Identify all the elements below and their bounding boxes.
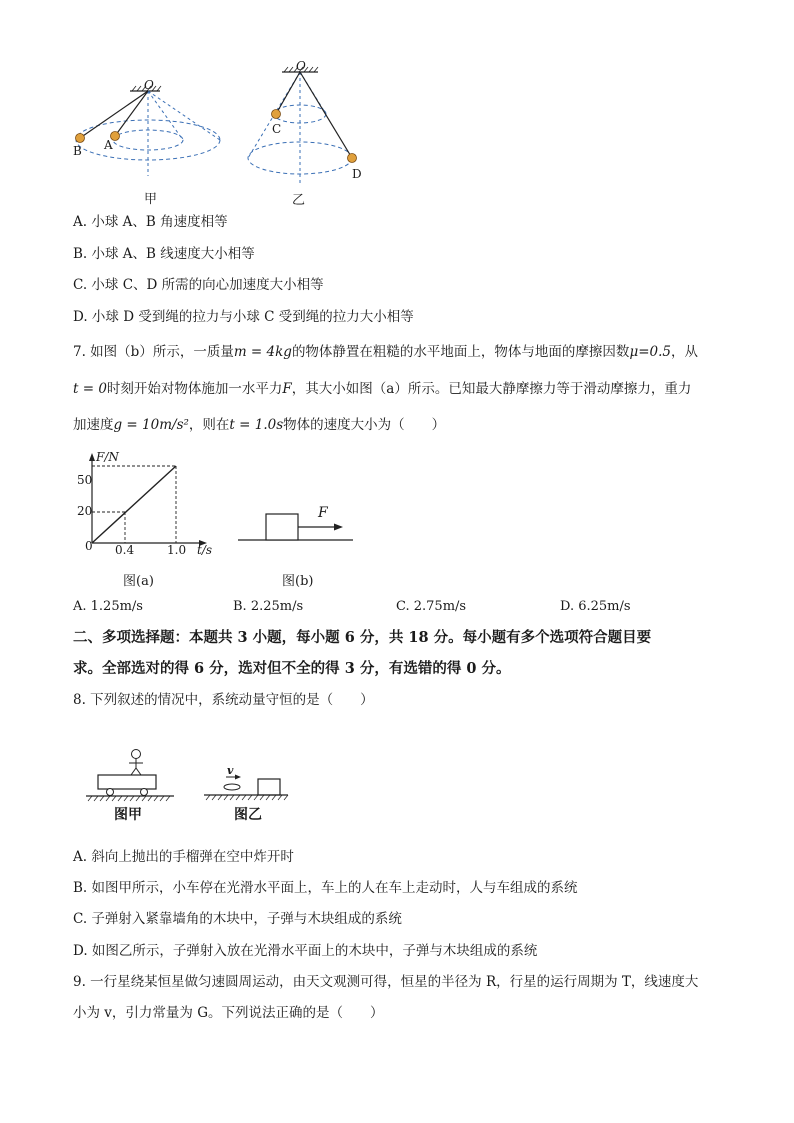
q6-option-b: B. 小球 A、B 线速度大小相等 — [73, 246, 255, 262]
caption-jia: 甲 — [144, 192, 158, 207]
label-b: B — [73, 144, 82, 158]
ball-d — [348, 154, 357, 163]
q8-stem: 8. 下列叙述的情况中，系统动量守恒的是（ ） — [73, 692, 374, 708]
q9-stem-line2: 小为 v，引力常量为 G。下列说法正确的是（ ） — [73, 1005, 384, 1021]
figure-q8-yi — [200, 765, 290, 805]
q8-fig-yi-caption: 图乙 — [234, 807, 262, 823]
ball-c — [272, 110, 281, 119]
q7-option-c: C. 2.75m/s — [396, 599, 467, 614]
q8-fig-jia-caption: 图甲 — [114, 807, 142, 823]
graph-a-ytick-20: 20 — [77, 504, 93, 518]
figure-conical-pendulums — [60, 58, 380, 208]
q6-option-c: C. 小球 C、D 所需的向心加速度大小相等 — [73, 277, 324, 293]
q7-stem-line1: 7. 如图（b）所示，一质量m = 4kg的物体静置在粗糙的水平地面上，物体与地面的摩擦因数μ=0.5，从 — [73, 344, 698, 360]
q8-option-c: C. 子弹射入紧靠墙角的木块中，子弹与木块组成的系统 — [73, 911, 402, 927]
graph-b-caption: 图(b) — [282, 574, 314, 589]
caption-yi: 乙 — [292, 193, 306, 208]
section2-line2: 求。全部选对的得 6 分，选对但不全的得 3 分，有选错的得 0 分。 — [73, 660, 511, 677]
label-d: D — [352, 167, 362, 181]
q6-option-d: D. 小球 D 受到绳的拉力与小球 C 受到绳的拉力大小相等 — [73, 309, 414, 325]
graph-a-origin: 0 — [85, 539, 93, 553]
wood-block — [258, 779, 280, 795]
q7-stem-line3: 加速度g = 10m/s²，则在t = 1.0s物体的速度大小为（ ） — [73, 417, 446, 433]
q8-option-d: D. 如图乙所示，子弹射入放在光滑水平面上的木块中，子弹与木块组成的系统 — [73, 943, 538, 959]
label-o-yi: O — [296, 59, 306, 73]
graph-b — [236, 500, 356, 545]
q9-stem-line1: 9. 一行星绕某恒星做匀速圆周运动，由天文观测可得，恒星的半径为 R，行星的运行周期为 T，线速度大 — [73, 974, 699, 990]
graph-a-xlabel: t/s — [197, 543, 213, 557]
q6-option-a: A. 小球 A、B 角速度相等 — [73, 214, 228, 230]
label-o-jia: O — [144, 78, 154, 92]
block — [266, 514, 298, 540]
label-c: C — [272, 122, 282, 136]
q7-stem-line2: t = 0时刻开始对物体施加一水平力F，其大小如图（a）所示。已知最大静摩擦力等于滑动摩擦力，重力 — [73, 381, 692, 397]
figure-jia — [76, 86, 221, 176]
q8-option-b: B. 如图甲所示，小车停在光滑水平面上，车上的人在车上走动时，人与车组成的系统 — [73, 880, 578, 896]
q7-option-d: D. 6.25m/s — [560, 599, 631, 614]
ball-b — [76, 134, 85, 143]
bullet — [224, 784, 240, 790]
figure-yi — [248, 67, 357, 186]
q7-option-b: B. 2.25m/s — [233, 599, 304, 614]
graph-a-ylabel: F/N — [96, 450, 119, 464]
q7-option-a: A. 1.25m/s — [73, 599, 143, 614]
graph-b-force-label: F — [318, 505, 328, 521]
q8-option-a: A. 斜向上抛出的手榴弹在空中炸开时 — [73, 849, 294, 865]
graph-a-xtick-10: 1.0 — [167, 543, 187, 557]
graph-a-caption: 图(a) — [123, 574, 154, 589]
figure-q8-jia — [84, 745, 176, 805]
graph-a — [70, 448, 230, 558]
graph-a-xtick-04: 0.4 — [115, 543, 135, 557]
label-a: A — [104, 138, 113, 152]
q8-velocity-label: v — [227, 764, 234, 777]
graph-a-ytick-50: 50 — [77, 473, 93, 487]
section2-line1: 二、多项选择题：本题共 3 小题，每小题 6 分，共 18 分。每小题有多个选项符合题目要 — [73, 629, 652, 646]
